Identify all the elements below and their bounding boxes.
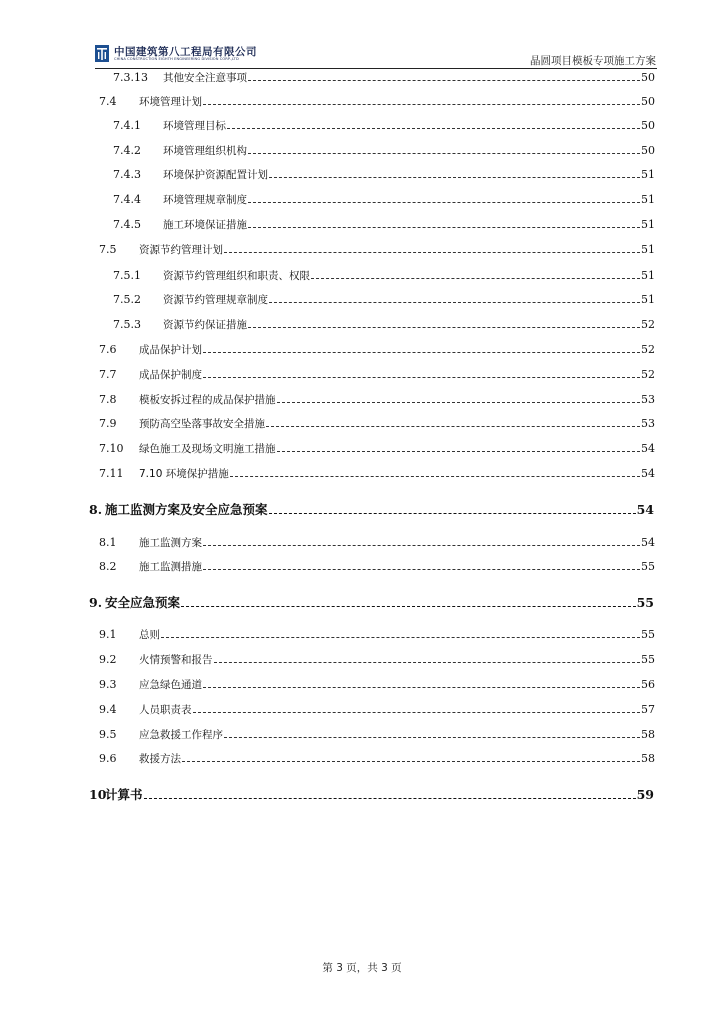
toc-entry-title: 计算书 [105, 787, 143, 802]
toc-leader-dashes [230, 475, 640, 477]
toc-entry-page: 55 [636, 595, 654, 610]
toc-entry-title: 人员职责表 [139, 704, 192, 716]
toc-leader-dashes [248, 326, 640, 328]
toc-entry-number: 7.5 [99, 243, 117, 256]
toc-entry-page: 51 [641, 269, 655, 282]
toc-leader-dashes [214, 661, 641, 663]
company-name-cn: 中国建筑第八工程局有限公司 [114, 46, 257, 58]
toc-entry[interactable] [99, 94, 655, 110]
toc-entry-title: 施工监测方案及安全应急预案 [105, 502, 268, 517]
toc-entry-number: 7.8 [99, 393, 117, 406]
toc-leader-dashes [161, 636, 640, 638]
toc-entry[interactable] [89, 593, 654, 609]
toc-leader-dashes [311, 277, 640, 279]
toc-entry-number: 10. [89, 787, 111, 802]
toc-entry-page: 55 [641, 560, 655, 573]
toc-entry-page: 51 [641, 218, 655, 231]
toc-entry-number: 9.6 [99, 752, 117, 765]
toc-entry-title: 成品保护制度 [139, 369, 202, 381]
toc-entry-title: 资源节约管理计划 [139, 244, 223, 256]
toc-entry[interactable] [99, 627, 655, 643]
toc-entry-title: 预防高空坠落事故安全措施 [139, 418, 265, 430]
toc-entry-title: 应急绿色通道 [139, 679, 202, 691]
toc-entry-title: 成品保护计划 [139, 344, 202, 356]
company-name-en: CHINA CONSTRUCTION EIGHTH ENGINEERING DIVISION CORP.,LTD [114, 57, 239, 61]
toc-entry-page: 54 [641, 442, 655, 455]
document-title: 晶圆项目模板专项施工方案 [530, 55, 656, 67]
toc-entry[interactable] [113, 192, 655, 208]
toc-entry-page: 56 [641, 678, 655, 691]
toc-leader-dashes [266, 425, 640, 427]
toc-entry[interactable] [99, 392, 655, 408]
toc-entry[interactable] [99, 416, 655, 432]
toc-entry-title: 模板安拆过程的成品保护措施 [139, 394, 276, 406]
toc-entry-number: 8.1 [99, 536, 117, 549]
toc-entry-title: 环境管理组织机构 [163, 145, 247, 157]
toc-leader-dashes [248, 152, 640, 154]
toc-leader-dashes [269, 301, 640, 303]
toc-entry[interactable] [113, 143, 655, 159]
toc-entry[interactable] [99, 652, 655, 668]
toc-entry-title: 其他安全注意事项 [163, 72, 247, 84]
toc-leader-dashes [203, 544, 640, 546]
toc-entry-title: 资源节约管理规章制度 [163, 294, 268, 306]
toc-entry-title: 应急救援工作程序 [139, 729, 223, 741]
toc-entry-number: 7.9 [99, 417, 117, 430]
toc-entry-page: 55 [641, 653, 655, 666]
toc-entry[interactable] [113, 167, 655, 183]
toc-entry-page: 59 [636, 787, 654, 802]
toc-entry-number: 9.1 [99, 628, 117, 641]
toc-entry-number: 7.5.3 [113, 318, 141, 331]
page-footer: 第 3 页，共 3 页 [322, 962, 402, 974]
toc-entry[interactable] [99, 702, 655, 718]
toc-leader-dashes [248, 79, 640, 81]
toc-entry[interactable] [99, 242, 655, 258]
toc-entry-title: 7.10 环境保护措施 [139, 468, 229, 480]
toc-leader-dashes [248, 226, 640, 228]
toc-entry[interactable] [113, 292, 655, 308]
toc-entry[interactable] [99, 441, 655, 457]
toc-leader-dashes [277, 450, 641, 452]
toc-leader-dashes [182, 760, 640, 762]
toc-entry[interactable] [99, 677, 655, 693]
toc-entry[interactable] [113, 268, 655, 284]
toc-leader-dashes [227, 127, 640, 129]
toc-leader-dashes [181, 605, 636, 607]
toc-entry-page: 50 [641, 144, 655, 157]
toc-leader-dashes [269, 512, 636, 514]
toc-entry-number: 7.4.4 [113, 193, 141, 206]
toc-entry-number: 9. [89, 595, 103, 610]
toc-entry-number: 9.3 [99, 678, 117, 691]
toc-entry-number: 9.2 [99, 653, 117, 666]
toc-entry-title: 环境管理规章制度 [163, 194, 247, 206]
toc-entry-number: 9.4 [99, 703, 117, 716]
toc-leader-dashes [277, 401, 641, 403]
toc-leader-dashes [269, 176, 640, 178]
toc-entry-number: 7.4.1 [113, 119, 141, 132]
toc-entry-title: 施工监测措施 [139, 561, 202, 573]
toc-entry-title: 资源节约管理组织和职责、权限 [163, 270, 310, 282]
toc-entry[interactable] [113, 317, 655, 333]
page-header [95, 40, 657, 69]
toc-entry-title: 安全应急预案 [105, 595, 181, 610]
toc-entry-page: 51 [641, 293, 655, 306]
toc-entry-title: 环境管理计划 [139, 96, 202, 108]
toc-entry-page: 57 [641, 703, 655, 716]
toc-entry[interactable] [99, 367, 655, 383]
toc-entry-page: 54 [641, 467, 655, 480]
toc-entry-page: 50 [641, 119, 655, 132]
toc-entry-page: 50 [641, 71, 655, 84]
company-logo-icon [95, 45, 109, 62]
toc-entry-title: 总则 [139, 629, 160, 641]
toc-entry-number: 7.5.1 [113, 269, 141, 282]
toc-leader-dashes [144, 797, 636, 799]
toc-entry[interactable] [89, 785, 654, 801]
toc-entry-number: 8.2 [99, 560, 117, 573]
toc-entry-title: 施工环境保证措施 [163, 219, 247, 231]
toc-entry-page: 55 [641, 628, 655, 641]
toc-leader-dashes [203, 103, 640, 105]
toc-entry-title: 资源节约保证措施 [163, 319, 247, 331]
toc-entry-page: 52 [641, 343, 655, 356]
toc-entry-title: 环境管理目标 [163, 120, 226, 132]
toc-leader-dashes [203, 568, 640, 570]
toc-entry[interactable] [99, 751, 655, 767]
toc-entry-page: 54 [636, 502, 654, 517]
toc-entry-number: 7.7 [99, 368, 117, 381]
toc-entry-number: 7.11 [99, 467, 124, 480]
toc-entry[interactable] [99, 342, 655, 358]
toc-entry-page: 52 [641, 318, 655, 331]
toc-entry-page: 53 [641, 417, 655, 430]
toc-leader-dashes [248, 201, 640, 203]
toc-entry-title: 火情预警和报告 [139, 654, 213, 666]
toc-entry-number: 7.5.2 [113, 293, 141, 306]
toc-entry-page: 54 [641, 536, 655, 549]
toc-entry-title: 施工监测方案 [139, 537, 202, 549]
toc-entry-number: 7.6 [99, 343, 117, 356]
toc-leader-dashes [203, 686, 640, 688]
toc-entry[interactable] [113, 217, 655, 233]
toc-entry-number: 9.5 [99, 728, 117, 741]
toc-entry-number: 7.4.2 [113, 144, 141, 157]
toc-entry-number: 7.4.3 [113, 168, 141, 181]
toc-leader-dashes [203, 351, 640, 353]
toc-leader-dashes [224, 251, 640, 253]
toc-leader-dashes [203, 376, 640, 378]
toc-entry-number: 8. [89, 502, 103, 517]
toc-entry-number: 7.4 [99, 95, 117, 108]
toc-entry[interactable] [99, 559, 655, 575]
toc-entry-page: 51 [641, 243, 655, 256]
toc-leader-dashes [193, 711, 641, 713]
toc-entry[interactable] [99, 535, 655, 551]
toc-entry-number: 7.10 [99, 442, 124, 455]
toc-entry[interactable] [99, 466, 655, 482]
toc-entry-page: 58 [641, 728, 655, 741]
toc-entry-page: 52 [641, 368, 655, 381]
toc-entry-number: 7.3.13 [113, 71, 148, 84]
toc-entry-page: 51 [641, 168, 655, 181]
toc-entry-page: 58 [641, 752, 655, 765]
toc-entry[interactable] [113, 70, 655, 86]
toc-leader-dashes [224, 736, 640, 738]
toc-entry-title: 绿色施工及现场文明施工措施 [139, 443, 276, 455]
toc-entry-number: 7.4.5 [113, 218, 141, 231]
toc-entry-page: 51 [641, 193, 655, 206]
toc-entry-page: 50 [641, 95, 655, 108]
toc-entry[interactable] [89, 500, 654, 516]
toc-entry[interactable] [99, 727, 655, 743]
toc-entry-title: 救援方法 [139, 753, 181, 765]
toc-entry[interactable] [113, 118, 655, 134]
toc-entry-title: 环境保护资源配置计划 [163, 169, 268, 181]
toc-entry-page: 53 [641, 393, 655, 406]
